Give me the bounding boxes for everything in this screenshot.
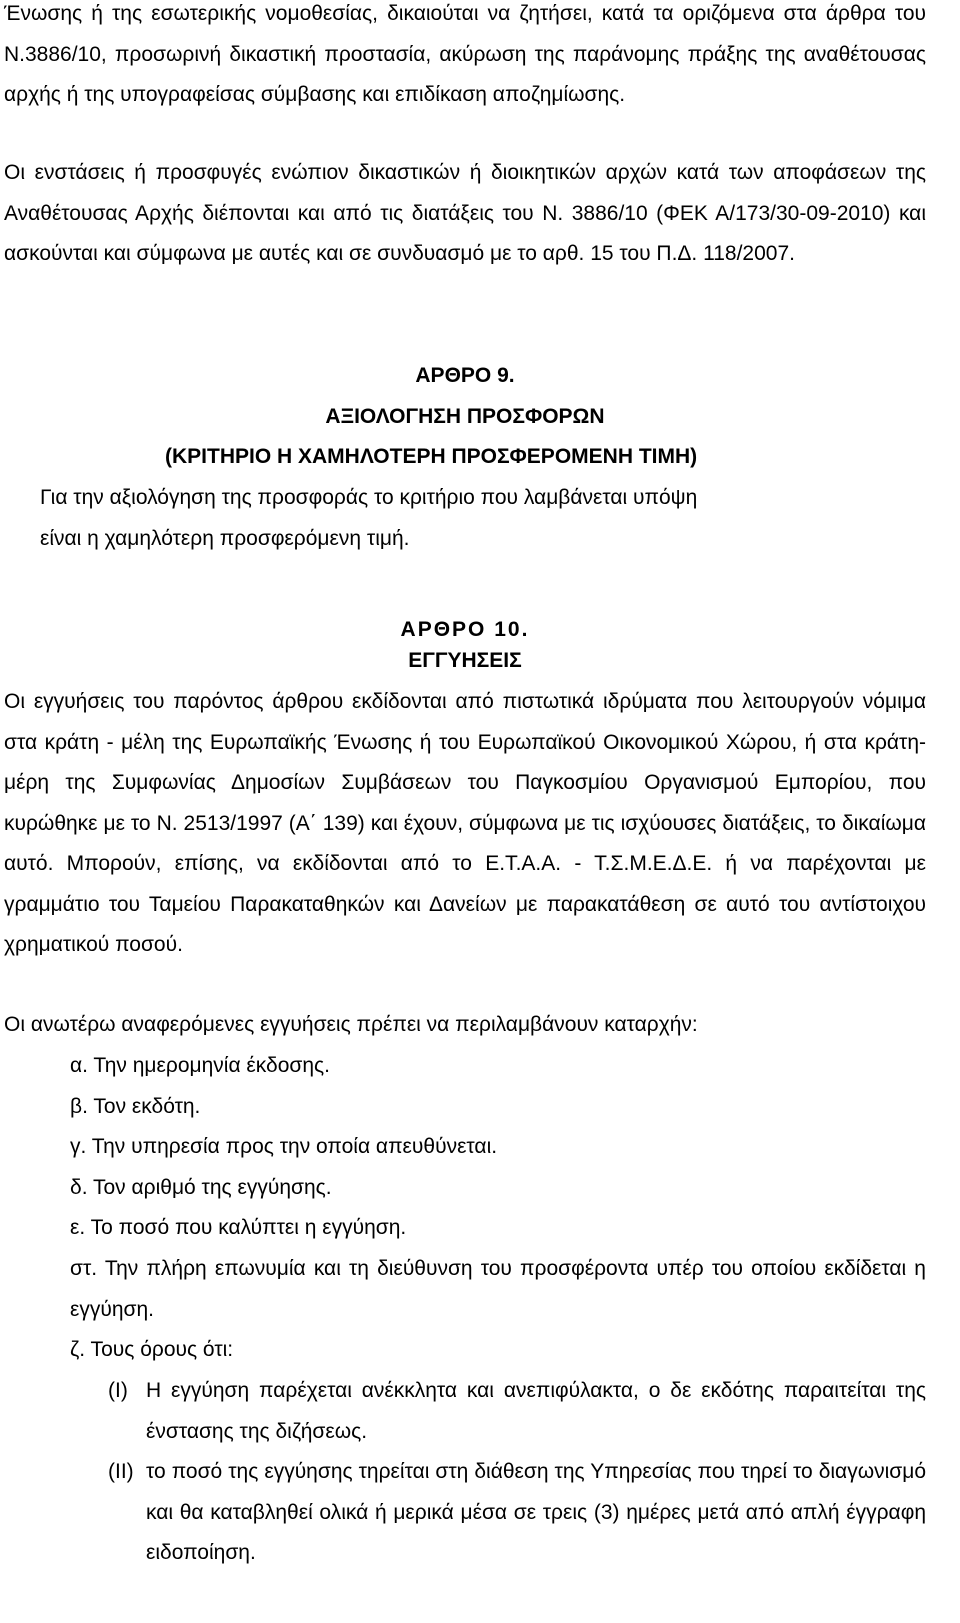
sub-item-number: (I)	[108, 1379, 128, 1402]
article-10-paragraph-2: Οι ανωτέρω αναφερόμενες εγγυήσεις πρέπει να περιλαμβάνουν καταρχήν:	[4, 1013, 698, 1036]
list-item: στ. Την πλήρη επωνυμία και τη διεύθυνση του προσφέροντα υπέρ του οποίου εκδίδεται η εγγύηση.	[70, 1257, 926, 1321]
article-9-title: ΑΞΙΟΛΟΓΗΣΗ ΠΡΟΣΦΟΡΩΝ	[325, 405, 605, 428]
article-9-heading: ΑΡΘΡΟ 9.	[415, 364, 515, 387]
sub-item-text: Η εγγύηση παρέχεται ανέκκλητα και ανεπιφύλακτα, ο δε εκδότης παραιτείται της ένστασης της διζήσεως.	[146, 1379, 926, 1443]
list-item: γ. Την υπηρεσία προς την οποία απευθύνεται.	[70, 1135, 498, 1158]
sub-item-number: (II)	[108, 1460, 134, 1483]
list-item: ε. Το ποσό που καλύπτει η εγγύηση.	[70, 1216, 407, 1239]
sub-item-text: το ποσό της εγγύησης τηρείται στη διάθεση της Υπηρεσίας που τηρεί το διαγωνισμό και θα καταβληθεί ολικά ή μερικά μέσα σε τρεις (3) ημέρες μετά από απλή έγγραφη ειδοποίηση.	[146, 1460, 926, 1564]
article-9-text-line-1: Για την αξιολόγηση της προσφοράς το κριτήριο που λαμβάνεται υπόψη	[40, 486, 698, 509]
article-9-subtitle: (ΚΡΙΤΗΡΙΟ Η ΧΑΜΗΛΟΤΕΡΗ ΠΡΟΣΦΕΡΟΜΕΝΗ ΤΙΜΗ)	[165, 445, 698, 468]
article-10-heading: ΑΡΘΡΟ 10.	[400, 618, 530, 641]
list-item: ζ. Τους όρους ότι:	[70, 1338, 234, 1361]
sub-item	[108, 1452, 926, 1574]
intro-paragraph-1: Ένωσης ή της εσωτερικής νομοθεσίας, δικαιούται να ζητήσει, κατά τα οριζόμενα στα άρθρα του Ν.3886/10, προσωρινή δικαστική προστασία, ακύρωση της παράνομης πράξης της αναθέτουσας αρχής ή της υπογραφείσας σύμβασης και επιδίκαση αποζημίωσης.	[4, 2, 926, 106]
list-item: β. Τον εκδότη.	[70, 1095, 201, 1118]
sub-item	[108, 1371, 926, 1452]
intro-paragraph-2: Οι ενστάσεις ή προσφυγές ενώπιον δικαστικών ή διοικητικών αρχών κατά των αποφάσεων της Αναθέτουσας Αρχής διέπονται και από τις διατάξεις του Ν. 3886/10 (ΦΕΚ Α/173/30-09-2010) και ασκούνται και σύμφωνα με αυτές και σε συνδυασμό με το αρθ. 15 του Π.Δ. 118/2007.	[4, 161, 926, 265]
list-item: δ. Τον αριθμό της εγγύησης.	[70, 1176, 332, 1199]
list-item: α. Την ημερομηνία έκδοσης.	[70, 1054, 330, 1077]
article-10-title: ΕΓΓΥΗΣΕΙΣ	[408, 649, 522, 672]
article-10-paragraph-1: Οι εγγυήσεις του παρόντος άρθρου εκδίδονται από πιστωτικά ιδρύματα που λειτουργούν νόμιμα στα κράτη - μέλη της Ευρωπαϊκής Ένωσης ή του Ευρωπαϊκού Οικονομικού Χώρου, ή στα κράτη-μέρη της Συμφωνίας Δημοσίων Συμβάσεων του Παγκοσμίου Οργανισμού Εμπορίου, που κυρώθηκε με το Ν. 2513/1997 (Α΄ 139) και έχουν, σύμφωνα με τις ισχύουσες διατάξεις, το δικαίωμα αυτό. Μπορούν, επίσης, να εκδίδονται από το Ε.Τ.Α.Α. - Τ.Σ.Μ.Ε.Δ.Ε. ή να παρέχονται με γραμμάτιο του Ταμείου Παρακαταθηκών και Δανείων με παρακατάθεση σε αυτό του αντίστοιχου χρηματικού ποσού.	[4, 690, 926, 956]
article-9-text-line-2: είναι η χαμηλότερη προσφερόμενη τιμή.	[40, 527, 410, 550]
